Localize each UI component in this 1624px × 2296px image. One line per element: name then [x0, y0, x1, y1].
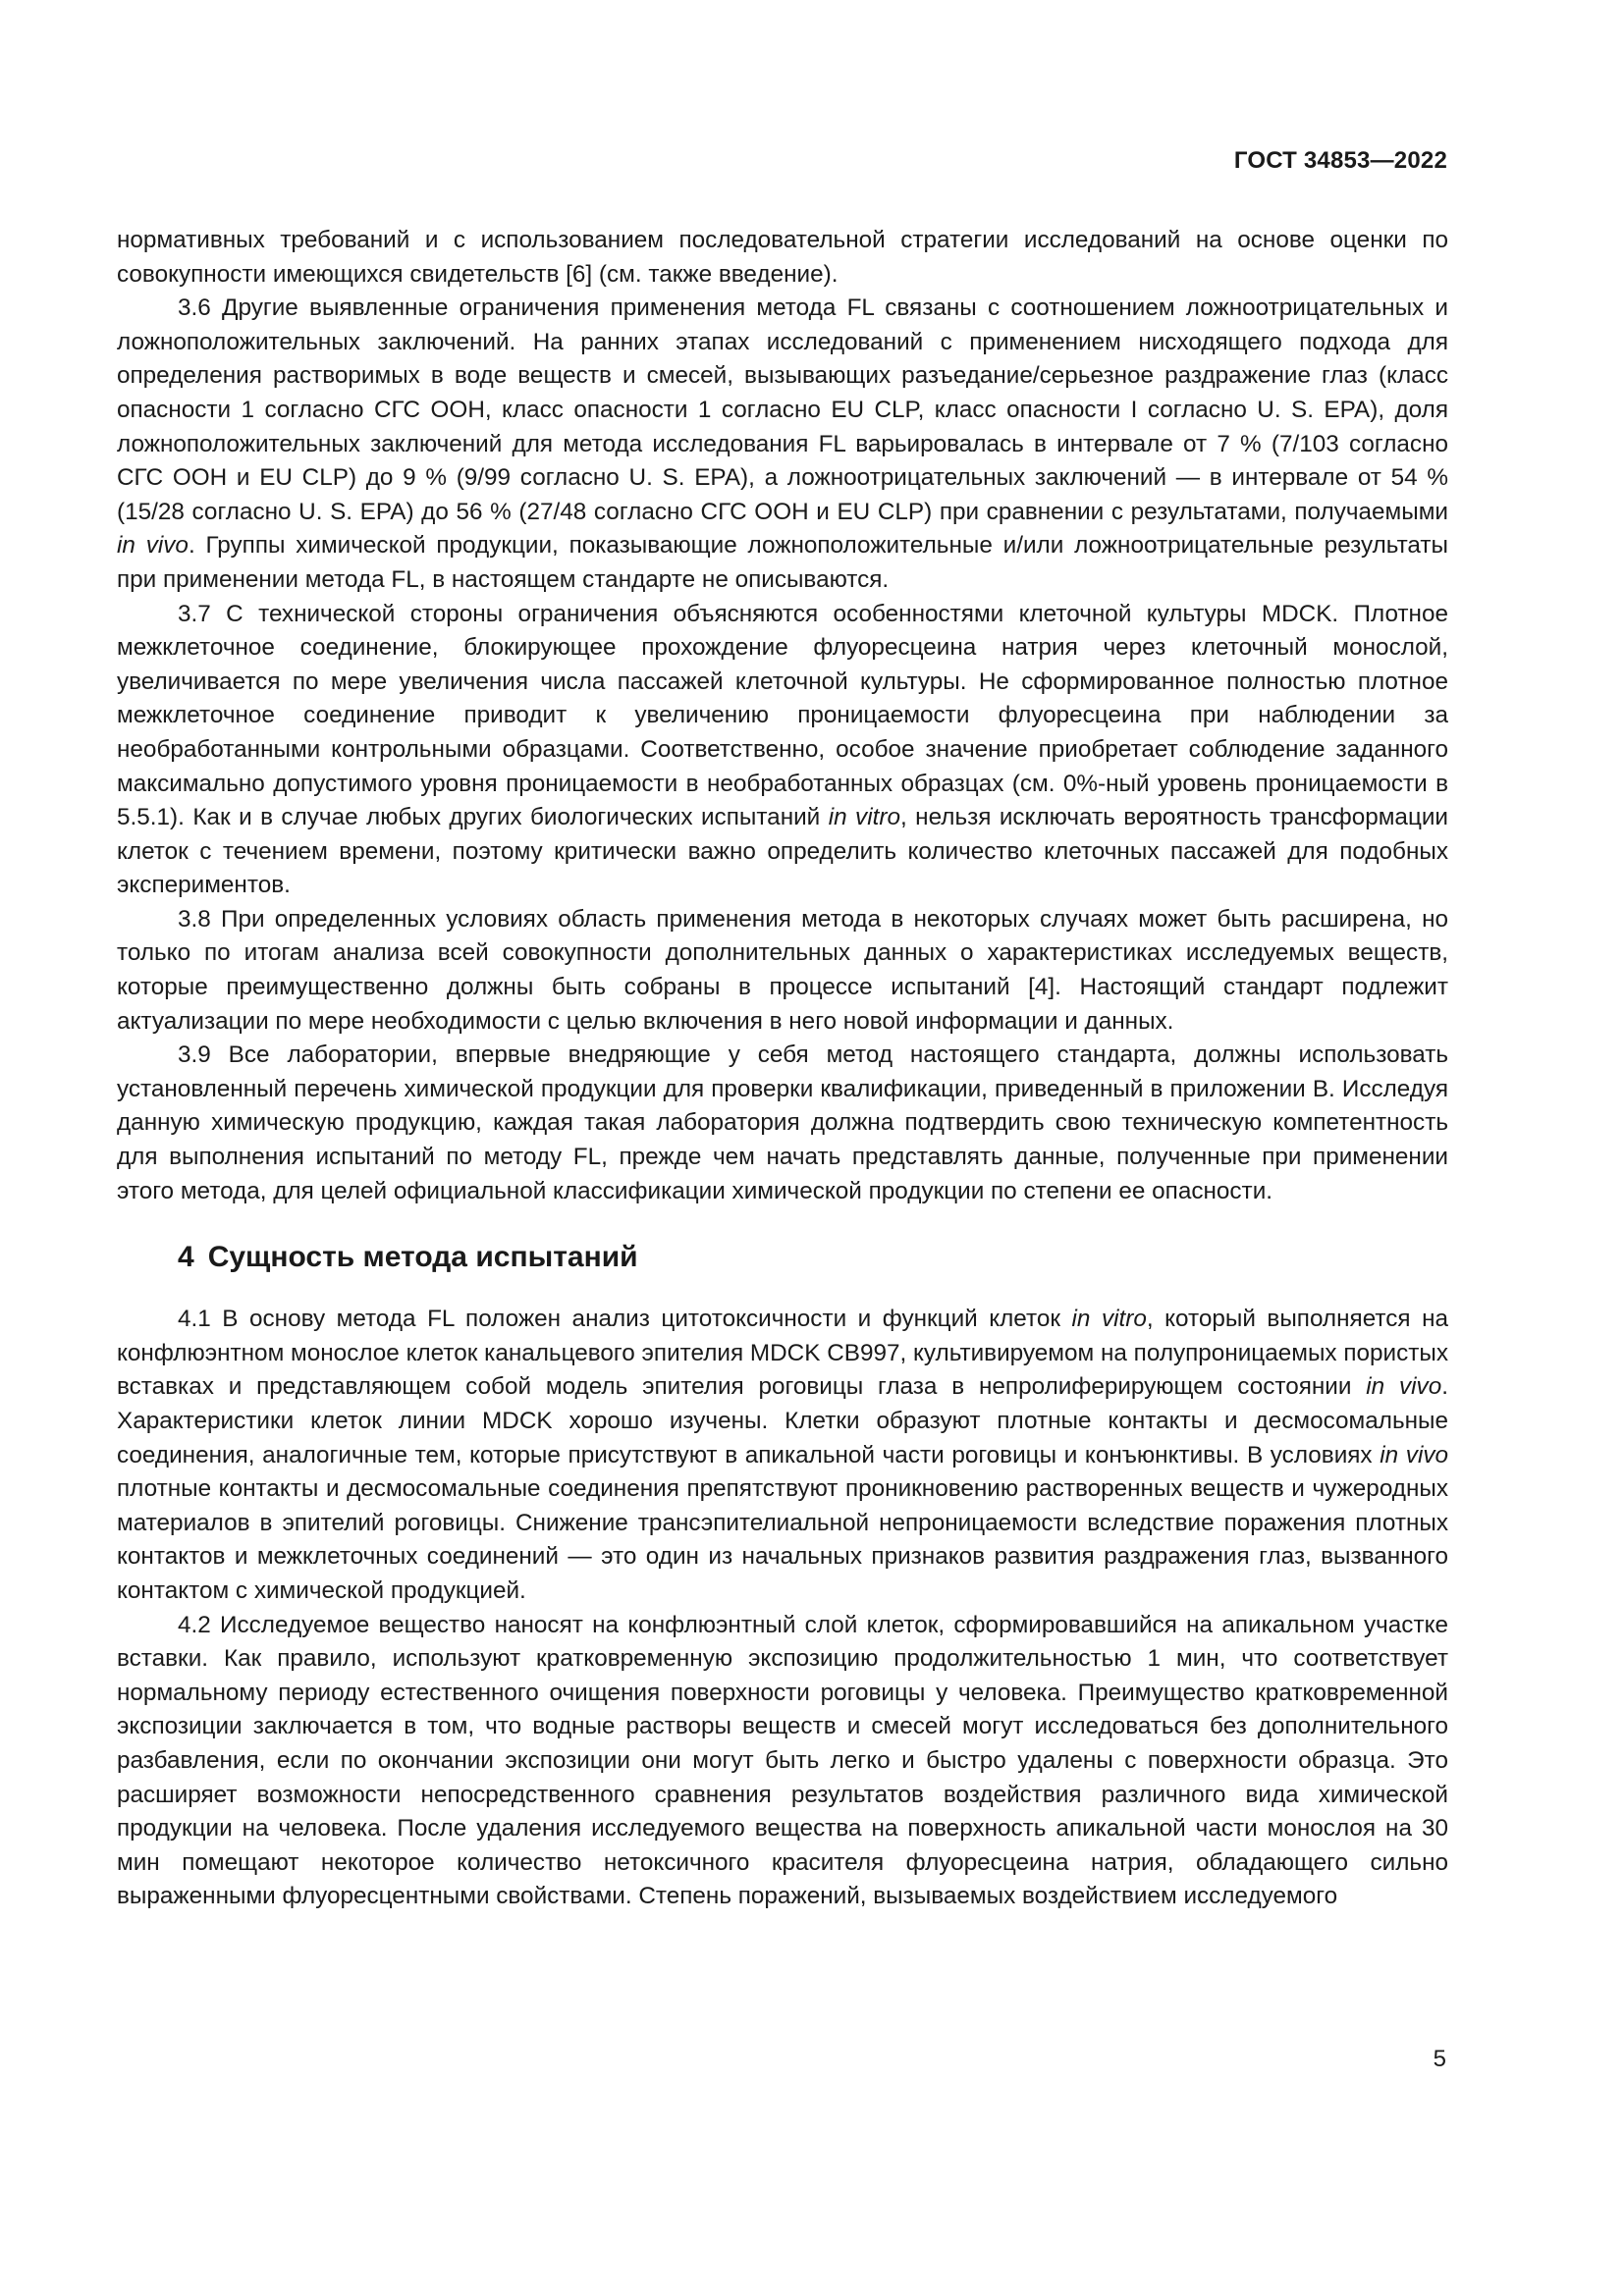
document-body: [117, 224, 1448, 1914]
italic-term: in vivo: [1380, 1441, 1449, 1468]
paragraph-4-2: [117, 1609, 1448, 1914]
paragraph-4-1: [117, 1303, 1448, 1608]
italic-term: in vivo: [1366, 1373, 1442, 1401]
section-number: 4: [178, 1241, 194, 1274]
text-run: 4.1 В основу метода FL положен анализ цитотоксичности и функций клеток: [178, 1306, 1072, 1333]
text-run: . Характеристики клеток линии MDCK хорошо изучены. Клетки образуют плотные контакты и десмосомальные соединения, аналогичные тем, которые присутствуют в апикальной части роговицы и конъюнктивы. В условиях: [117, 1373, 1448, 1468]
text-run: 3.7 С технической стороны ограничения объясняются особенностями клеточной культуры MDCK. Плотное межклеточное соединение, блокирующее прохождение флуоресцеина натрия через клеточный монослой, увеличивается по мере увеличения числа пассажей клеточной культуры. Не сформированное полностью плотное межклеточное соединение приводит к увеличению проницаемости флуоресцеина при наблюдении за необработанными контрольными образцами. Соответственно, особое значение приобретает соблюдение заданного максимально допустимого уровня проницаемости в необработанных образцах (см. 0%-ный уровень проницаемости в 5.5.1). Как и в случае любых других биологических испытаний: [117, 600, 1448, 831]
text-run: плотные контакты и десмосомальные соединения препятствуют проникновению растворенных веществ и чужеродных материалов в эпителий роговицы. Снижение трансэпителиальной непроницаемости вследствие поражения плотных контактов и межклеточных соединений — это один из начальных признаков развития раздражения глаз, вызванного контактом с химической продукцией.: [117, 1475, 1448, 1604]
paragraph-3-8: [117, 903, 1448, 1039]
page-number: 5: [1433, 2046, 1446, 2072]
text-run: 3.8 При определенных условиях область применения метода в некоторых случаях может быть расширена, но только по итогам анализа всей совокупности дополнительных данных о характеристиках исследуемых веществ, которые преимущественно должны быть собраны в процессе испытаний [4]. Настоящий стандарт подлежит актуализации по мере необходимости с целью включения в него новой информации и данных.: [117, 905, 1448, 1035]
text-run: . Группы химической продукции, показывающие ложноположительные и/или ложноотрицательные результаты при применении метода FL, в настоящем стандарте не описываются.: [117, 532, 1448, 593]
text-run: , нельзя исключать вероятность трансформации клеток с течением времени, поэтому критически важно определить количество клеточных пассажей для подобных экспериментов.: [117, 804, 1449, 899]
paragraph-3-6: [117, 292, 1448, 597]
paragraph-continuation: [117, 224, 1448, 292]
section-heading: [178, 1238, 1448, 1277]
text-run: 3.9 Все лаборатории, впервые внедряющие у себя метод настоящего стандарта, должны использовать установленный перечень химической продукции для проверки квалификации, приведенный в приложении В. Исследуя данную химическую продукцию, каждая такая лаборатория должна подтвердить свою техническую компетентность для выполнения испытаний по методу FL, прежде чем начать представлять данные, полученные при применении этого метода, для целей официальной классификации химической продукции по степени ее опасности.: [117, 1041, 1448, 1204]
paragraph-3-7: [117, 598, 1448, 903]
italic-term: in vivo: [117, 532, 189, 560]
standard-code-header: ГОСТ 34853—2022: [1233, 147, 1447, 174]
italic-term: in vitro: [1071, 1306, 1147, 1333]
paragraph-3-9: [117, 1039, 1448, 1208]
text-run: 4.2 Исследуемое вещество наносят на конфлюэнтный слой клеток, сформировавшийся на апикальном участке вставки. Как правило, используют кратковременную экспозицию продолжительностью 1 мин, что соответствует нормальному периоду естественного очищения поверхности роговицы у человека. Преимущество кратковременной экспозиции заключается в том, что водные растворы веществ и смесей могут исследоваться без дополнительного разбавления, если по окончании экспозиции они могут быть легко и быстро удалены с поверхности образца. Это расширяет возможности непосредственного сравнения результатов воздействия различного вида химической продукции на человека. После удаления исследуемого вещества на поверхность апикальной части монослоя на 30 мин помещают некоторое количество нетоксичного красителя флуоресцеина натрия, обладающего сильно выраженными флуоресцентными свойствами. Степень поражений, вызываемых воздействием исследуемого: [117, 1611, 1448, 1910]
text-run: нормативных требований и с использованием последовательной стратегии исследований на основе оценки по совокупности имеющихся свидетельств [6] (см. также введение).: [117, 227, 1448, 288]
text-run: 3.6 Другие выявленные ограничения применения метода FL связаны с соотношением ложноотрицательных и ложноположительных заключений. На ранних этапах исследований с применением нисходящего подхода для определения растворимых в воде веществ и смесей, вызывающих разъедание/серьезное раздражение глаз (класс опасности 1 согласно СГС ООН, класс опасности 1 согласно EU CLP, класс опасности I согласно U. S. EPA), доля ложноположительных заключений для метода исследования FL варьировалась в интервале от 7 % (7/103 согласно СГС ООН и EU CLP) до 9 % (9/99 согласно U. S. EPA), а ложноотрицательных заключений — в интервале от 54 % (15/28 согласно U. S. EPA) до 56 % (27/48 согласно СГС ООН и EU CLP) при сравнении с результатами, получаемыми: [117, 294, 1448, 525]
text-run: , который выполняется на конфлюэнтном монослое клеток канальцевого эпителия MDCK CB997, культивируемом на полупроницаемых пористых вставках и представляющем собой модель эпителия роговицы глаза в непролиферирующем состоянии: [117, 1306, 1448, 1401]
section-title-text: Сущность метода испытаний: [207, 1241, 638, 1274]
italic-term: in vitro: [828, 804, 900, 831]
